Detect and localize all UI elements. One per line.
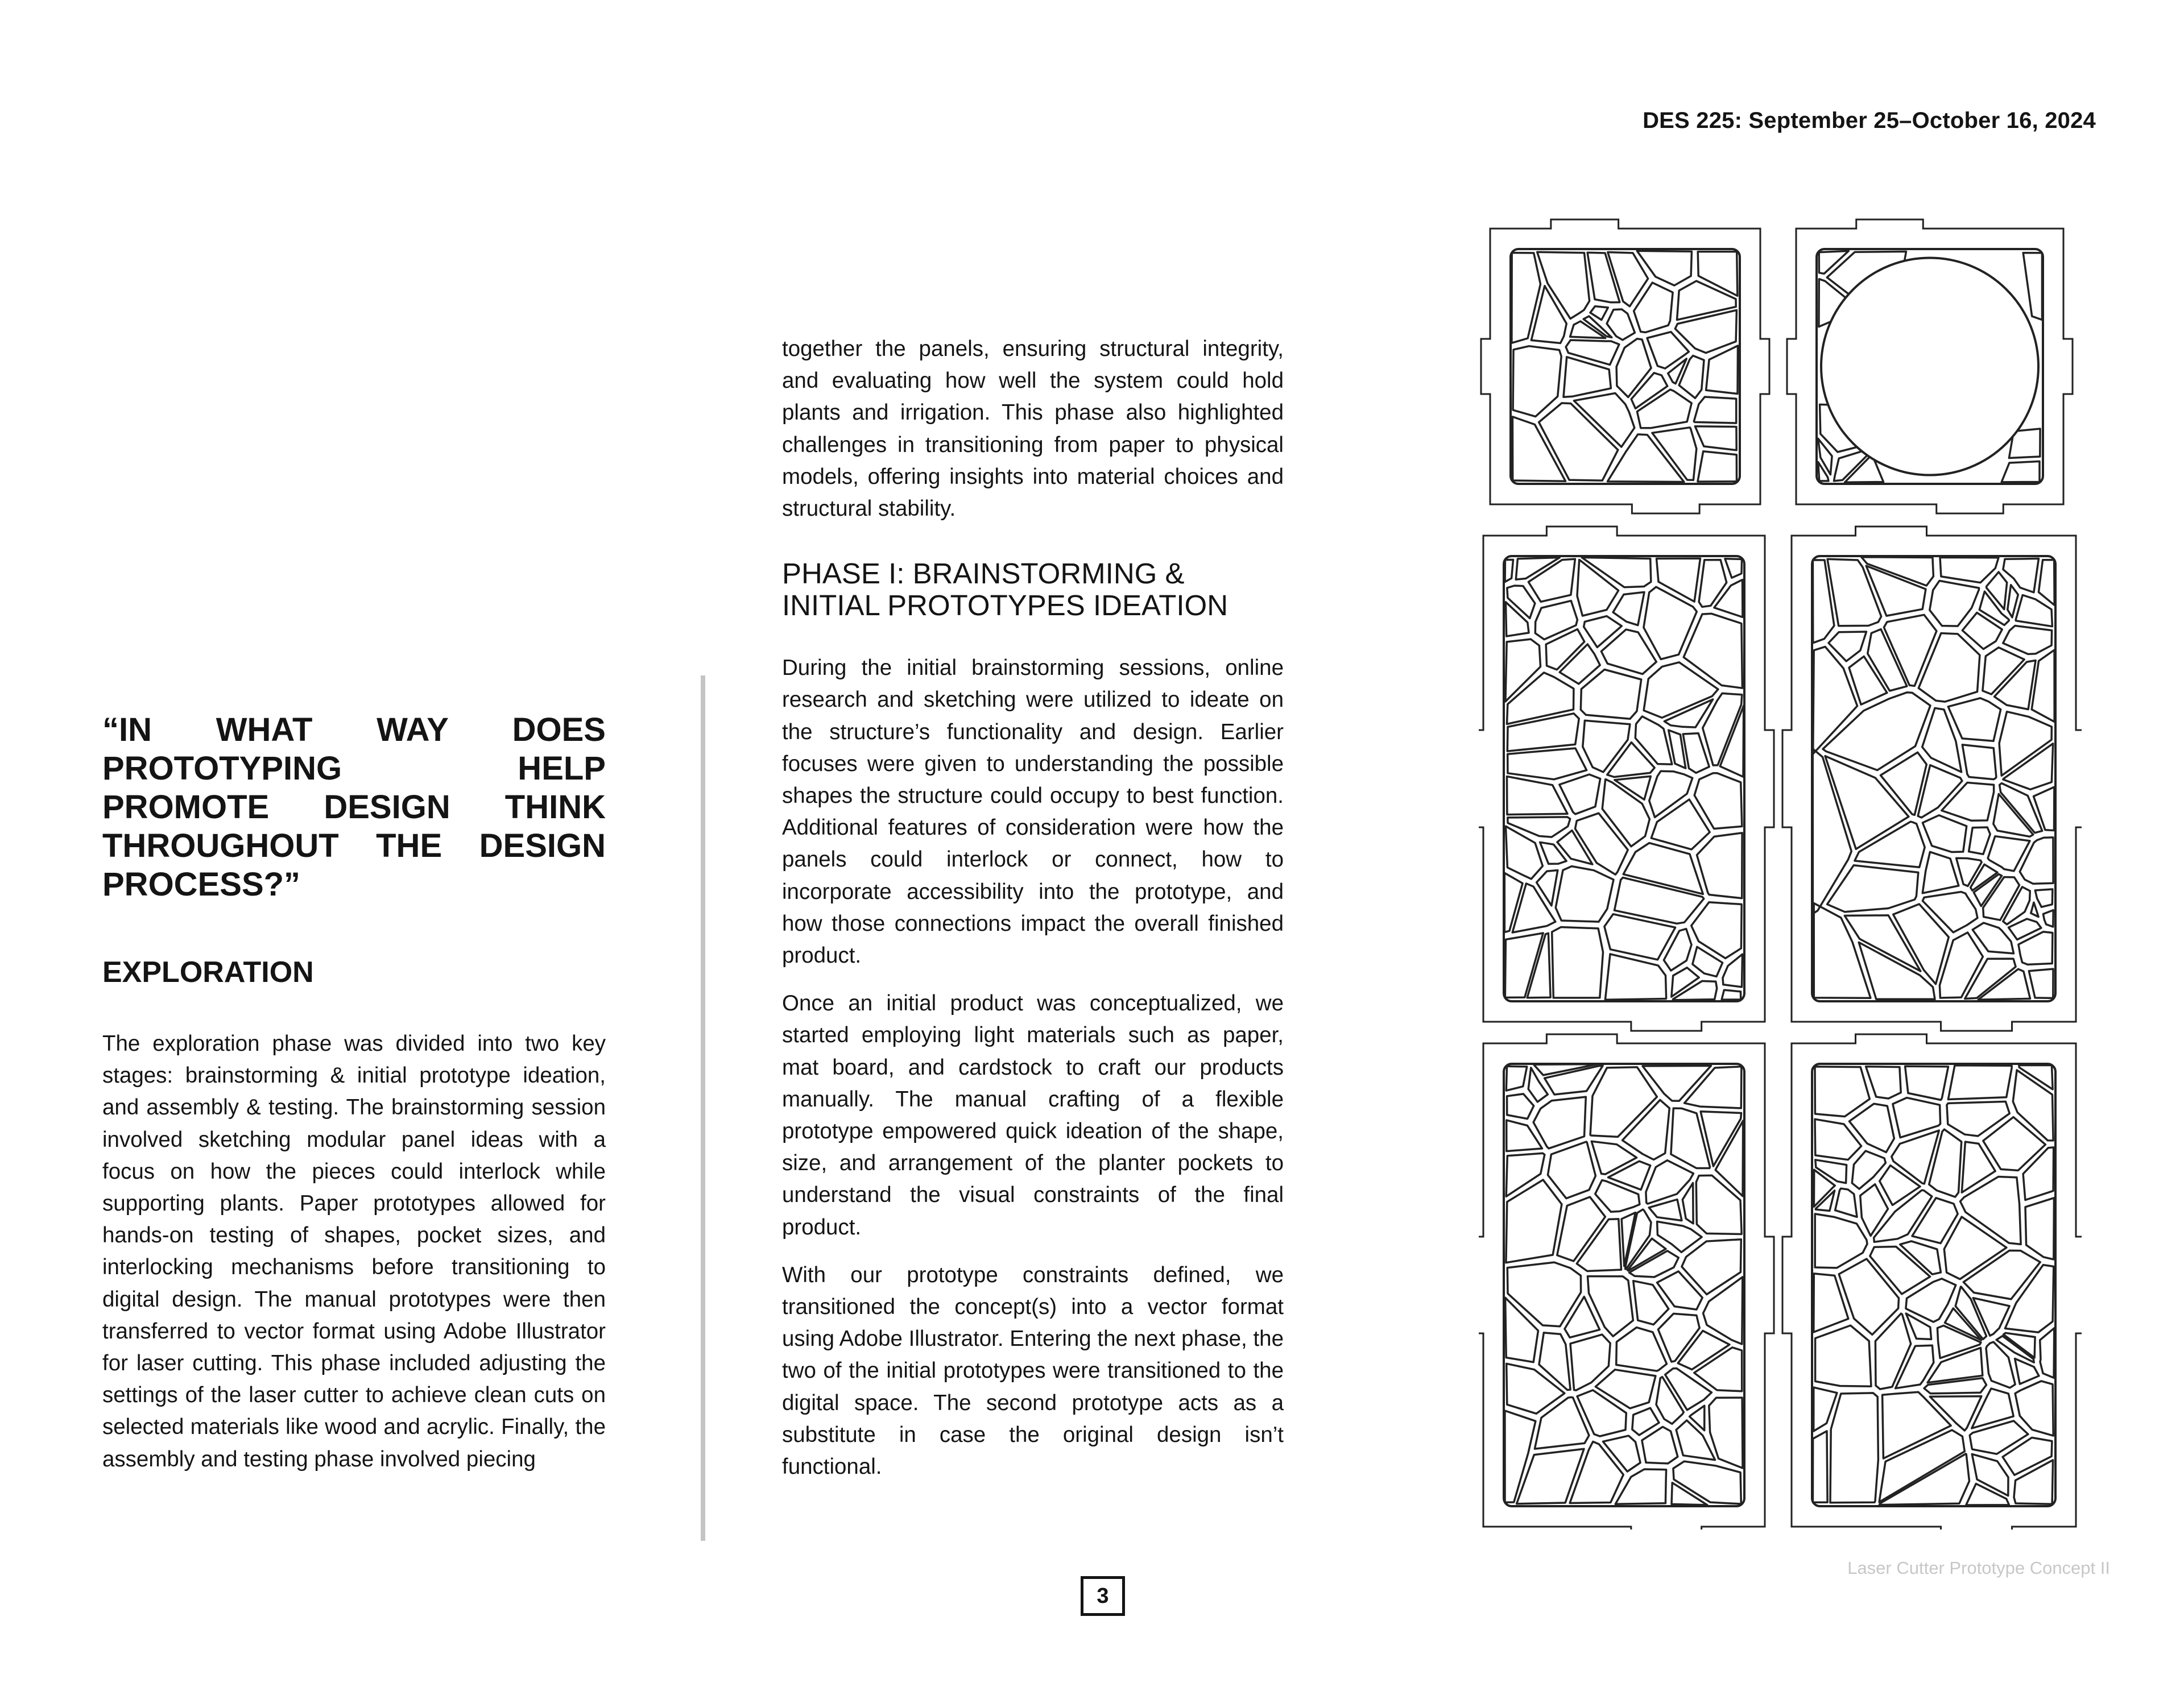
panel-6 xyxy=(1782,1034,2082,1530)
panel-5 xyxy=(1479,1034,1774,1530)
header-course-dates: DES 225: September 25–October 16, 2024 xyxy=(1643,108,2096,133)
phase-paragraph-2: Once an initial product was conceptualized, we started employing light materials such as paper, mat board, and cardstock to craft our products manually. The manual crafting of a flexible prototype empowered quick ideation of the shape, size, and arrangement of the planter pockets to understand the visual constraints of the final product. xyxy=(782,991,1284,1240)
column-divider xyxy=(701,675,705,1541)
phase-heading xyxy=(782,558,1284,621)
panel-2 xyxy=(1787,219,2073,513)
research-question: “IN WHAT WAY DOES PROTOTYPING HELP PROMOTE DESIGN THINK THROUGHOUT THE DESIGN PROCESS?” xyxy=(102,711,606,903)
panel-3 xyxy=(1479,527,1774,1031)
continuation-paragraph: together the panels, ensuring structural integrity, and evaluating how well the system could hold plants and irrigation. This phase also highlighted challenges in transitioning from paper to physical models, offering insights into material choices and structural stability. xyxy=(782,337,1284,521)
exploration-paragraph: The exploration phase was divided into two key stages: brainstorming & initial prototype ideation, and assembly & testing. The brainstorming session involved sketching modular panel ideas with a focus on how the pieces could interlock while supporting plants. Paper prototypes allowed for hands-on testing of shapes, pocket sizes, and interlocking mechanisms before transitioning to digital design. The manual prototypes were then transferred to vector format using Adobe Illustrator for laser cutting. This phase included adjusting the settings of the laser cutter to achieve clean cuts on selected materials like wood and acrylic. Finally, the assembly and testing phase involved piecing xyxy=(102,1031,606,1472)
figure-caption: Laser Cutter Prototype Concept II xyxy=(1847,1558,2110,1578)
laser-cut-panels-drawing xyxy=(1479,216,2082,1530)
phase-paragraph-3: With our prototype constraints defined, we transitioned the concept(s) into a vector format using Adobe Illustrator. Entering the next phase, the two of the initial prototypes were transitioned to the digital space. The second prototype acts as a substitute in case the original design isn’t functional. xyxy=(782,1262,1284,1479)
exploration-heading: EXPLORATION xyxy=(102,956,314,989)
panel-1 xyxy=(1481,219,1769,513)
laser-cutter-figure xyxy=(1479,216,2082,1530)
phase-heading-line-2: INITIAL PROTOTYPES IDEATION xyxy=(782,589,1228,622)
panel-4 xyxy=(1782,527,2082,1031)
phase-paragraph-1: During the initial brainstorming sessions, online research and sketching were utilized to ideate on the structure’s functionality and design. Earlier focuses were given to understanding the possible shapes the structure could occupy to best function. Additional features of consideration were how the panels could interlock or connect, how to incorporate accessibility into the prototype, and how those connections impact the overall finished product. xyxy=(782,656,1284,968)
middle-column xyxy=(782,333,1284,1499)
page-number: 3 xyxy=(1081,1576,1125,1616)
phase-heading-line-1: PHASE I: BRAINSTORMING & xyxy=(782,557,1185,590)
